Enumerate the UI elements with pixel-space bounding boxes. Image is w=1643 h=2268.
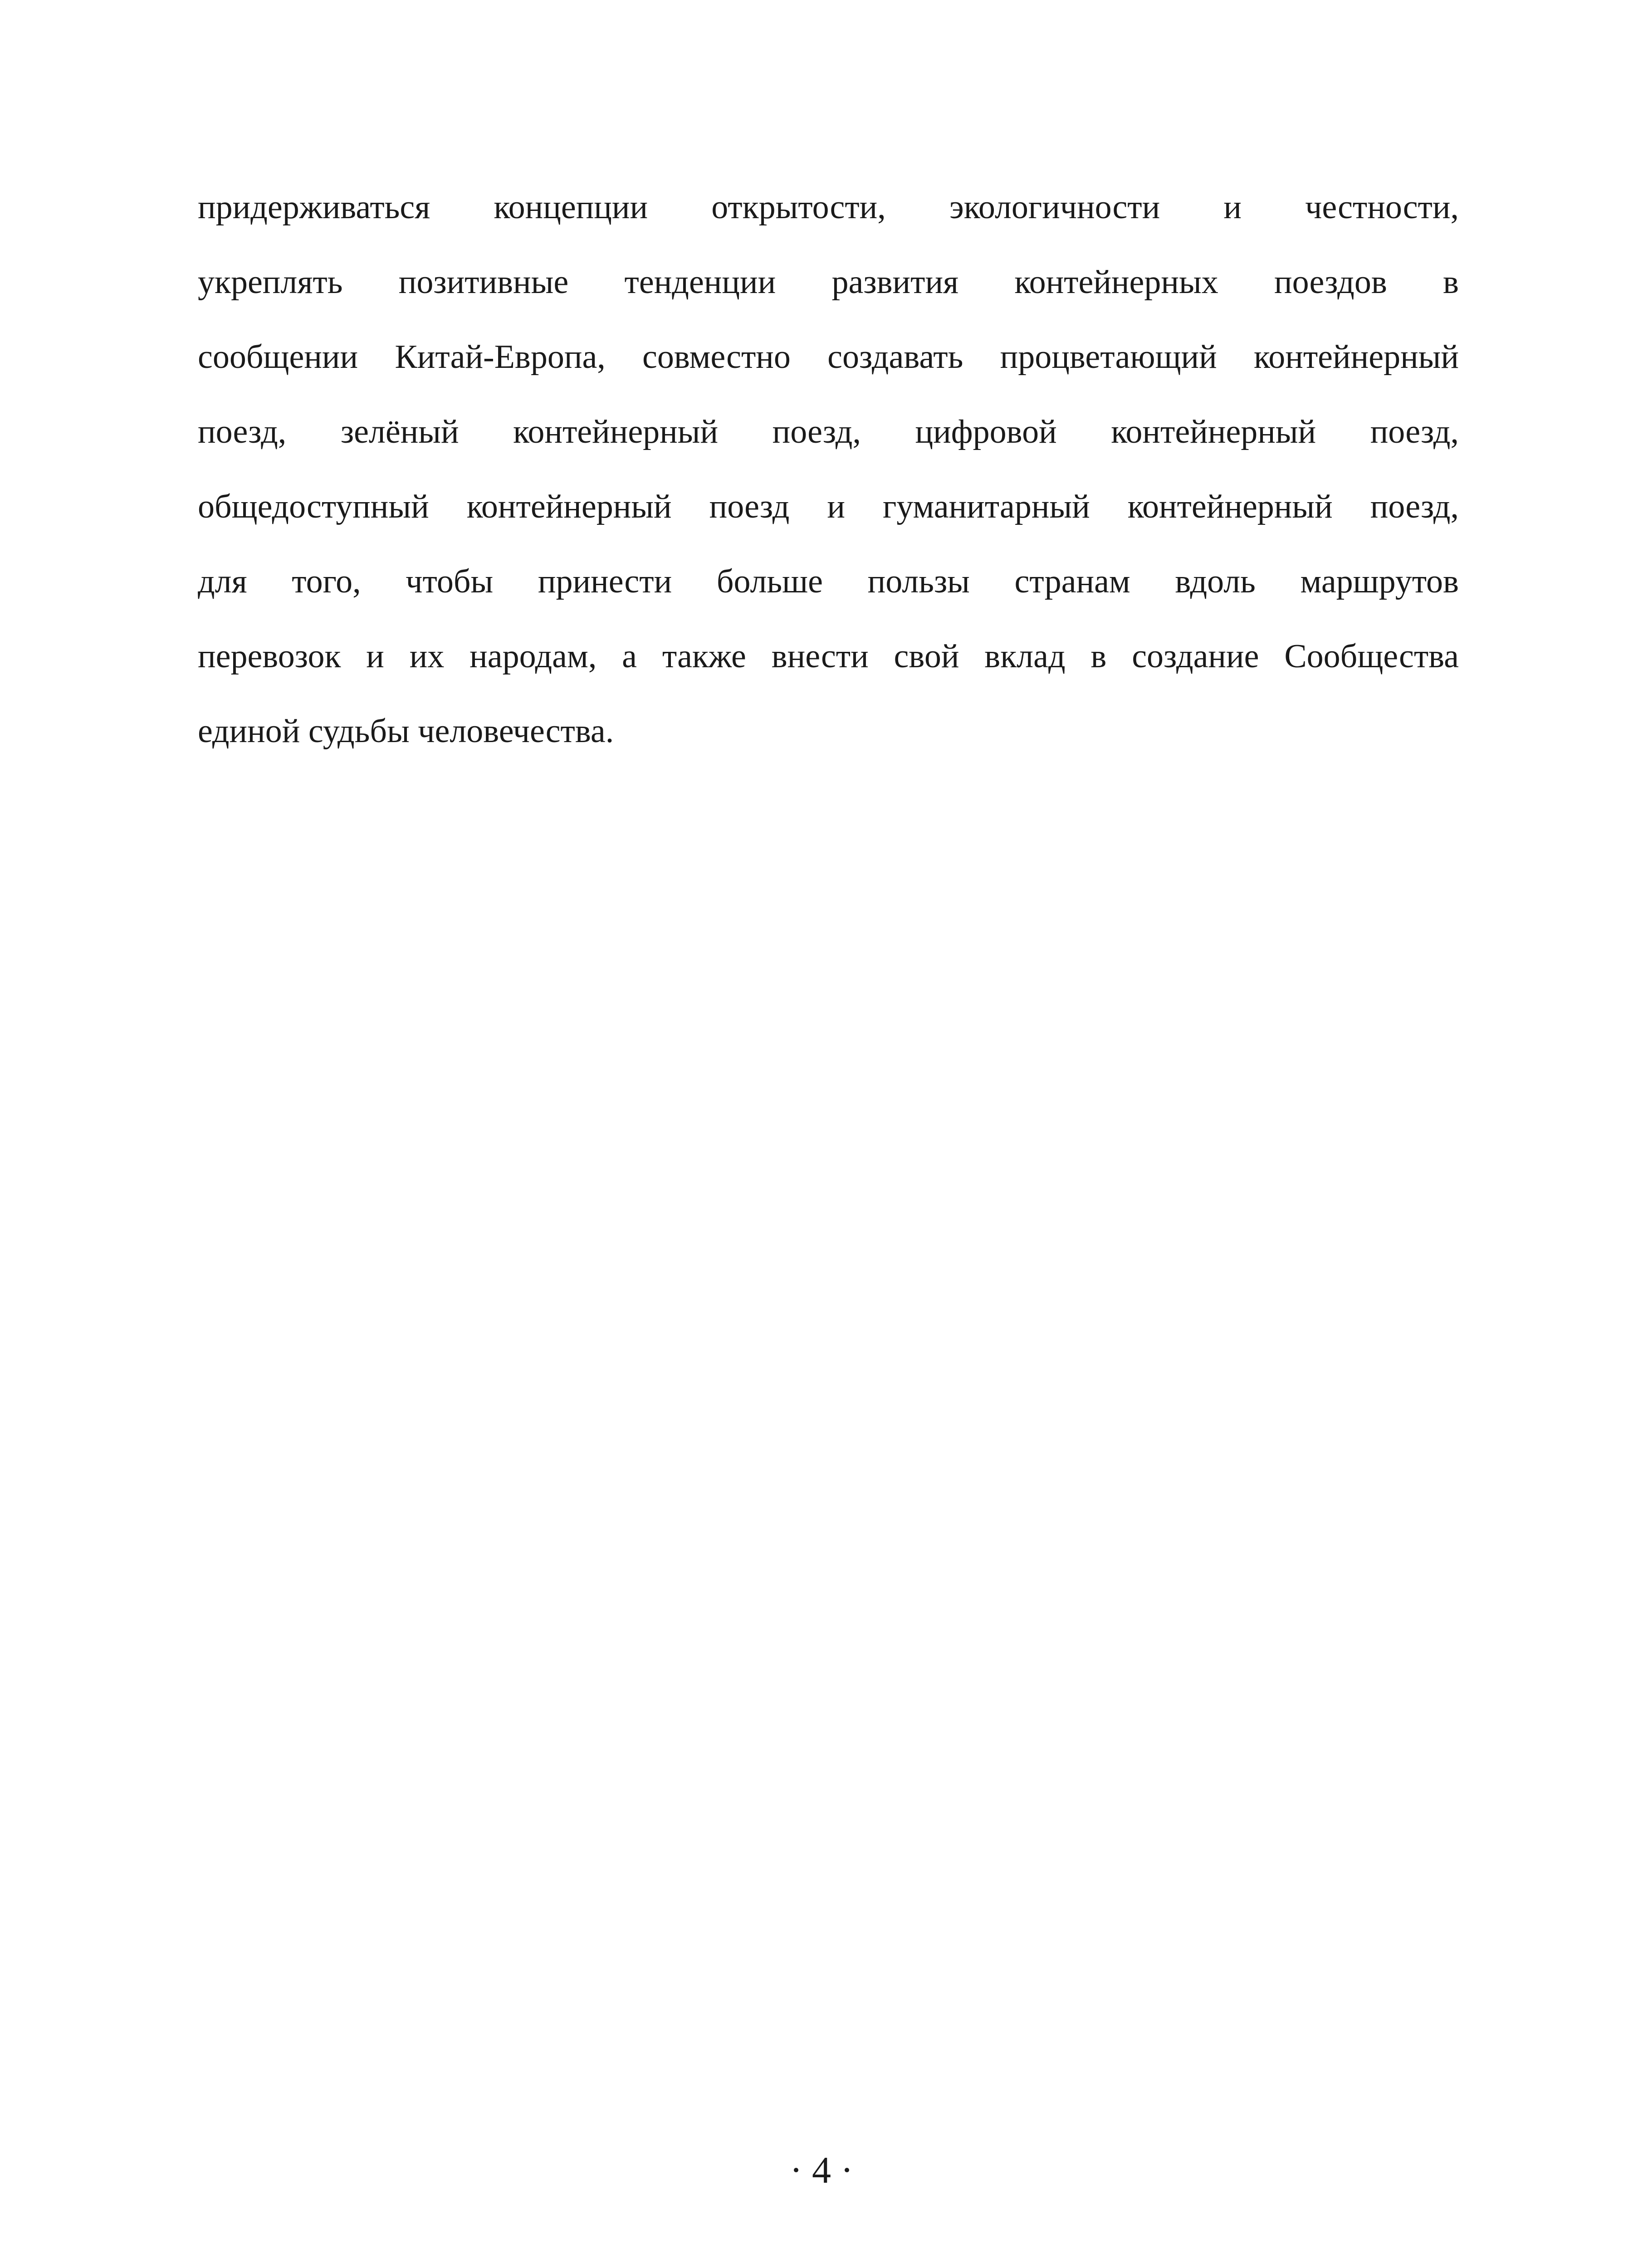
paragraph-line-last: единой судьбы человечества. (198, 713, 614, 750)
paragraph-line: для того, чтобы принести больше пользы странам вдоль маршрутов (198, 563, 1459, 600)
paragraph-line: сообщении Китай-Европа, совместно создавать процветающий контейнерный (198, 338, 1459, 376)
page-number: · 4 · (790, 2149, 853, 2191)
paragraph-line: общедоступный контейнерный поезд и гуманитарный контейнерный поезд, (198, 488, 1459, 525)
paragraph-line: придерживаться концепции открытости, экологичности и честности, (198, 189, 1459, 226)
paragraph-line: поезд, зелёный контейнерный поезд, цифровой контейнерный поезд, (198, 413, 1459, 450)
body-paragraph (198, 170, 1459, 769)
paragraph-line: укреплять позитивные тенденции развития контейнерных поездов в (198, 264, 1459, 301)
paragraph-line: перевозок и их народам, а также внести свой вклад в создание Сообщества (198, 638, 1459, 675)
